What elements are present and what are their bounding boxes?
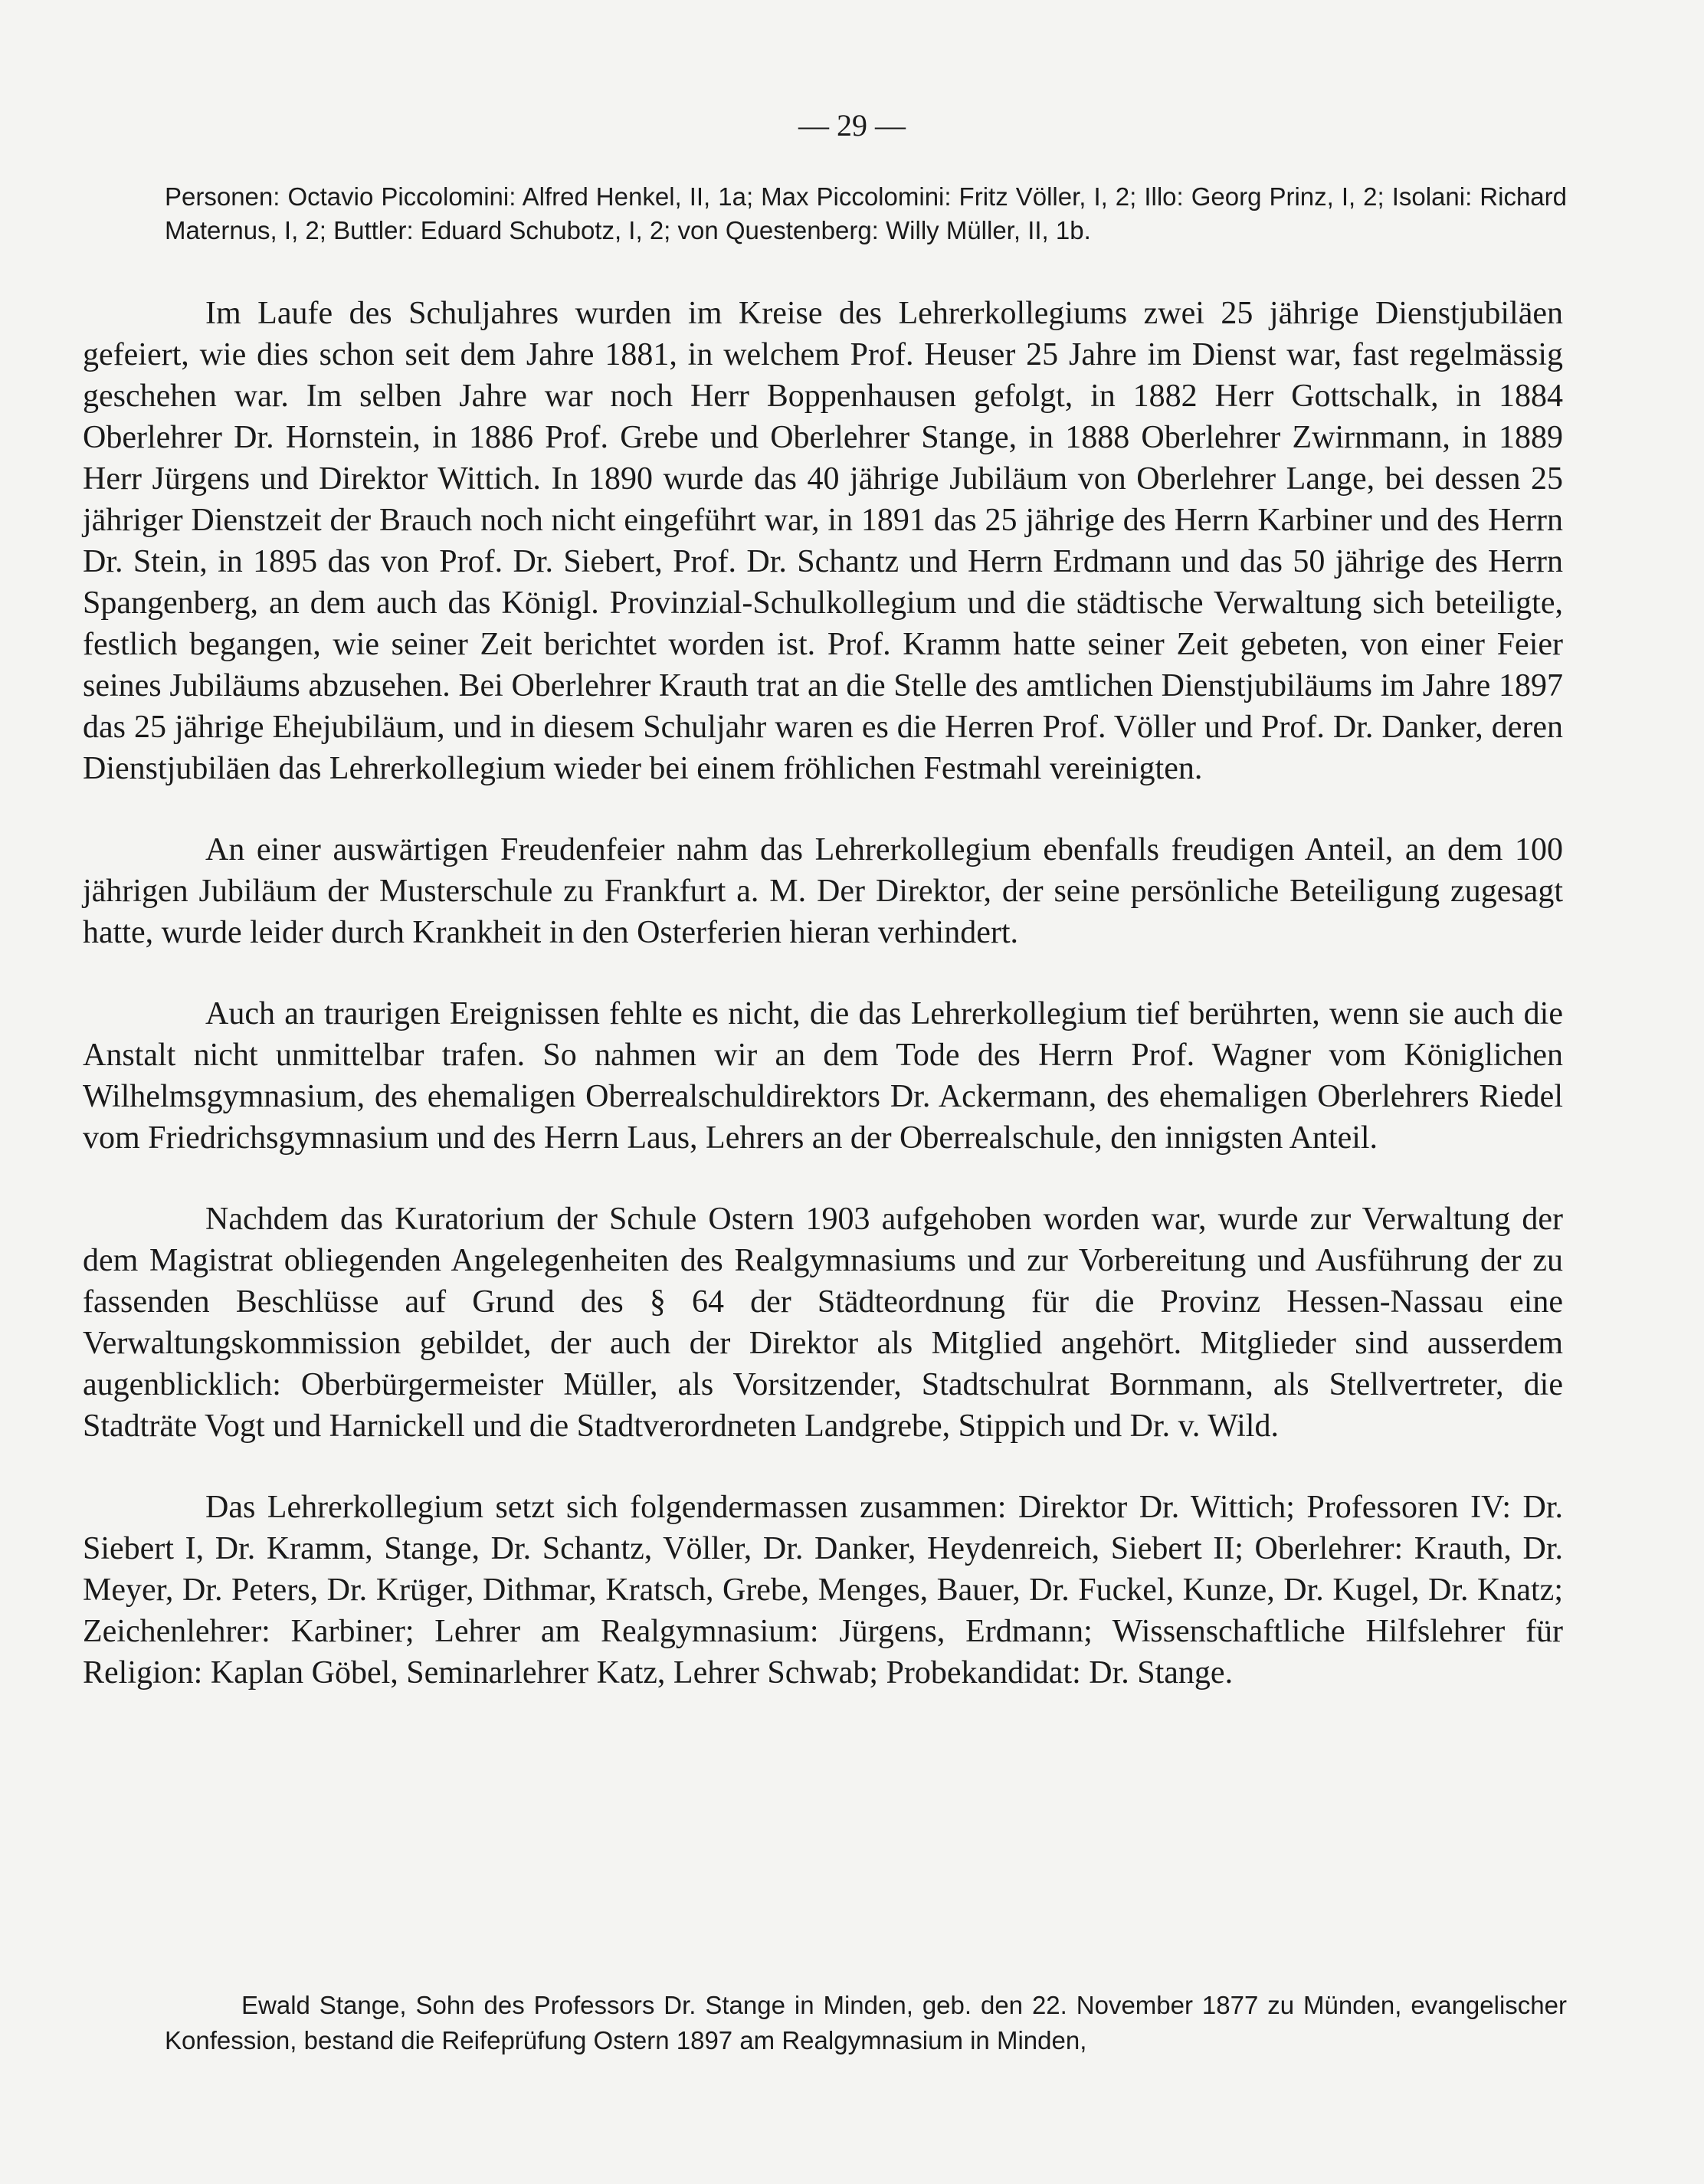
paragraph-external-celebration: An einer auswärtigen Freudenfeier nahm das Lehrerkollegium ebenfalls freudigen Anteil, an dem 100 jährigen Jubiläum der Musterschule zu Frankfurt a. M. Der Direktor, der seine persönliche Beteiligung zugesagt hatte, wurde leider durch Krankheit in den Osterferien hieran verhindert. xyxy=(83,832,1563,950)
paragraph-sad-events: Auch an traurigen Ereignissen fehlte es nicht, die das Lehrerkollegium tief berührten, wenn sie auch die Anstalt nicht unmittelbar trafen. So nahmen wir an dem Tode des Herrn Prof. Wagner vom Königlichen Wilhelmsgymnasium, des ehemaligen Oberrealschuldirektors Dr. Ackermann, des ehemaligen Oberlehrers Riedel vom Friedrichsgymnasium und des Herrn Laus, Lehrers an der Oberrealschule, den innigsten Anteil. xyxy=(83,996,1563,1156)
main-text xyxy=(83,293,1563,1733)
cast-list: Personen: Octavio Piccolomini: Alfred Henkel, II, 1a; Max Piccolomini: Fritz Völler, I, 2; Illo: Georg Prinz, I, 2; Isolani: Richard Maternus, I, 2; Buttler: Eduard Schubotz, I, 2; von Questenberg: Willy Müller, II, 1b. xyxy=(165,182,1567,244)
paragraph-staff-list: Das Lehrerkollegium setzt sich folgendermassen zusammen: Direktor Dr. Wittich; Professoren IV: Dr. Siebert I, Dr. Kramm, Stange, Dr. Schantz, Völler, Dr. Danker, Heydenreich, Siebert II; Oberlehrer: Krauth, Dr. Meyer, Dr. Peters, Dr. Krüger, Dithmar, Kratsch, Grebe, Menges, Bauer, Dr. Fuckel, Kunze, Dr. Kugel, Dr. Knatz; Zeichenlehrer: Karbiner; Lehrer am Realgymnasium: Jürgens, Erdmann; Wissenschaftliche Hilfslehrer für Religion: Kaplan Göbel, Seminarlehrer Katz, Lehrer Schwab; Probekandidat: Dr. Stange. xyxy=(83,1490,1563,1690)
paragraph-administration: Nachdem das Kuratorium der Schule Ostern 1903 aufgehoben worden war, wurde zur Verwaltung der dem Magistrat obliegenden Angelegenheiten des Realgymnasiums und zur Vorbereitung und Ausführung der zu fassenden Beschlüsse auf Grund des § 64 der Städteordnung für die Provinz Hessen-Nassau eine Verwaltungskommission gebildet, der auch der Direktor als Mitglied angehört. Mitglieder sind ausserdem augenblicklich: Oberbürgermeister Müller, als Vorsitzender, Stadtschulrat Bornmann, als Stellvertreter, die Stadträte Vogt und Harnickell und die Stadtverordneten Landgrebe, Stippich und Dr. v. Wild. xyxy=(83,1202,1563,1444)
page-number: — 29 — xyxy=(798,108,906,143)
biography-note xyxy=(165,1988,1567,2058)
paragraph-jubilees: Im Laufe des Schuljahres wurden im Kreise des Lehrerkollegiums zwei 25 jährige Dienstjubiläen gefeiert, wie dies schon seit dem Jahre 1881, in welchem Prof. Heuser 25 Jahre im Dienst war, fast regelmässig geschehen war. Im selben Jahre war noch Herr Boppenhausen gefolgt, in 1882 Herr Gottschalk, in 1884 Oberlehrer Dr. Hornstein, in 1886 Prof. Grebe und Oberlehrer Stange, in 1888 Oberlehrer Zwirnmann, in 1889 Herr Jürgens und Direktor Wittich. In 1890 wurde das 40 jährige Jubiläum von Oberlehrer Lange, bei dessen 25 jähriger Dienstzeit der Brauch noch nicht eingeführt war, in 1891 das 25 jährige des Herrn Karbiner und des Herrn Dr. Stein, in 1895 das von Prof. Dr. Siebert, Prof. Dr. Schantz und Herrn Erdmann und das 50 jährige des Herrn Spangenberg, an dem auch das Königl. Provinzial-Schulkollegium und die städtische Verwaltung sich beteiligte, festlich begangen, wie seiner Zeit berichtet worden ist. Prof. Kramm hatte seiner Zeit gebeten, von einer Feier seines Jubiläums abzusehen. Bei Oberlehrer Krauth trat an die Stelle des amtlichen Dienstjubiläums im Jahre 1897 das 25 jährige Ehejubiläum, und in diesem Schuljahr waren es die Herren Prof. Völler und Prof. Dr. Danker, deren Dienstjubiläen das Lehrerkollegium wieder bei einem fröhlichen Festmahl vereinigten. xyxy=(83,296,1563,786)
biography-text: Ewald Stange, Sohn des Professors Dr. Stange in Minden, geb. den 22. November 1877 zu Münden, evangelischer Konfession, bestand die Reifeprüfung Ostern 1897 am Realgymnasium in Minden, xyxy=(165,1991,1567,2054)
